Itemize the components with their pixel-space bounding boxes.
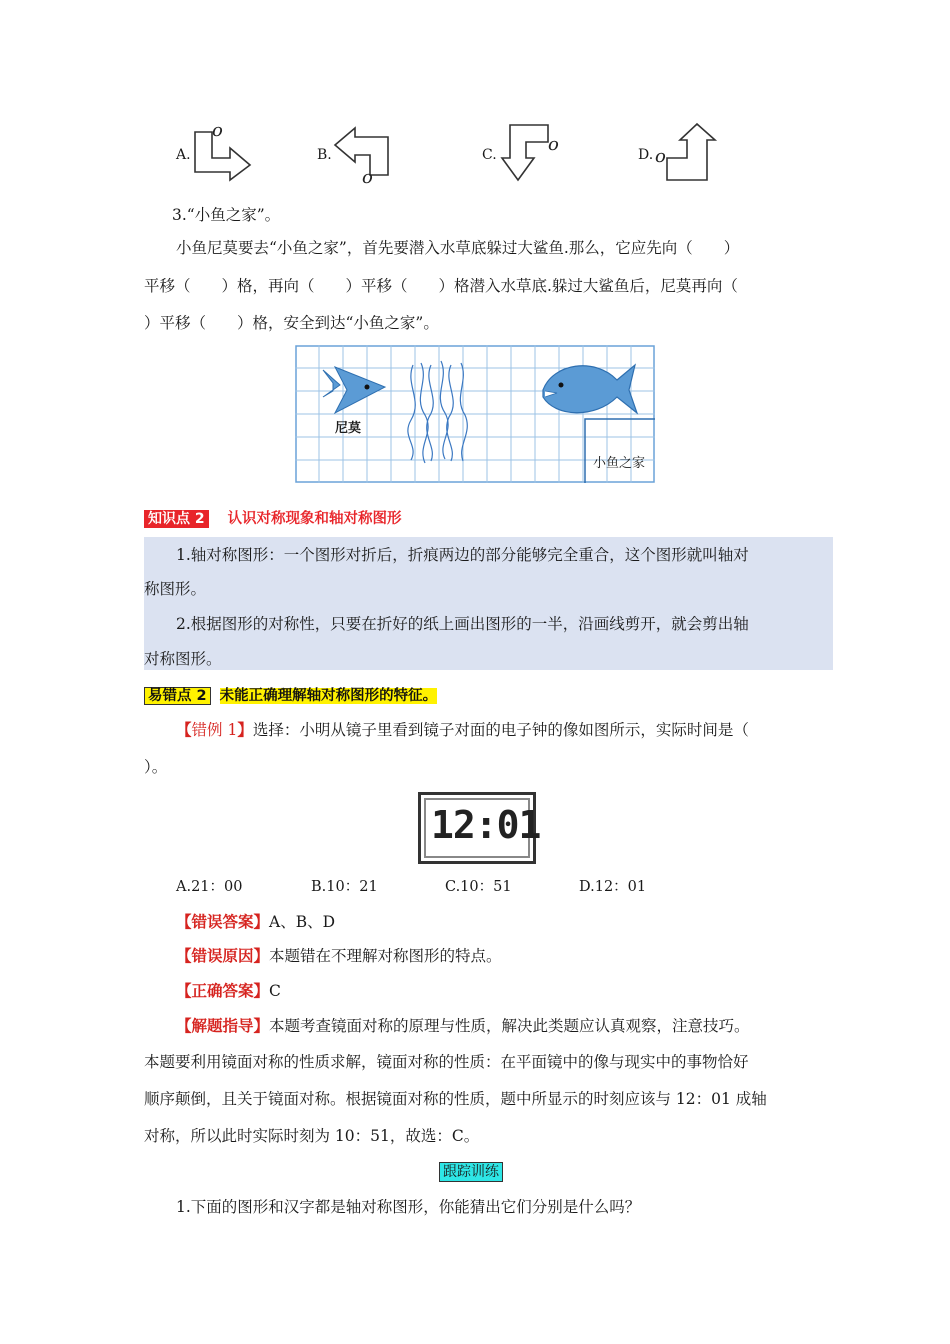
option-c-label: C. (482, 147, 497, 163)
svg-text:o: o (212, 120, 223, 141)
wrong-reason-label: 【错误原因】 (176, 946, 270, 965)
example-option-b: B.10：21 (311, 879, 378, 895)
example-option-d: D.12：01 (579, 879, 647, 895)
err2-title: 未能正确理解轴对称图形的特征。 (219, 688, 438, 704)
guide-line2: 本题要利用镜面对称的性质求解，镜面对称的性质：在平面镜中的像与现实中的事物恰好 (144, 1053, 749, 1071)
err2-tag: 易错点 2 (144, 687, 211, 705)
kp2-tag: 知识点 2 (144, 510, 209, 528)
guide-line1 (176, 1016, 750, 1036)
q3-title: 3.“小鱼之家”。 (172, 206, 281, 224)
nemo-label: 尼莫 (335, 421, 362, 436)
example-line2: ）。 (144, 758, 168, 776)
wrong-reason (176, 946, 502, 966)
example-bracket-open: 【 (176, 720, 192, 739)
kp2-p1a: 1.轴对称图形：一个图形对折后，折痕两边的部分能够完全重合，这个图形就叫轴对 (176, 546, 749, 564)
svg-text:o: o (362, 167, 373, 185)
option-d-shape (655, 120, 725, 185)
wrong-answer (176, 912, 335, 932)
correct-answer (176, 981, 281, 1001)
wrong-answer-value: A、B、D (269, 913, 336, 931)
example-text-a: 选择：小明从镜子里看到镜子对面的电子钟的像如图所示，实际时间是（ (252, 721, 749, 739)
guide-line3: 顺序颠倒，且关于镜面对称。根据镜面对称的性质，题中所显示的时刻应该与 12：01 成轴 (144, 1090, 767, 1108)
fish-grid-figure (295, 345, 655, 483)
kp2-p2a: 2.根据图形的对称性，只要在折好的纸上画出图形的一半，沿画线剪开，就会剪出轴 (176, 615, 749, 633)
guide-text-a: 本题考查镜面对称的原理与性质，解决此类题应认真观察，注意技巧。 (269, 1017, 750, 1035)
kp2-title: 认识对称现象和轴对称图形 (227, 511, 402, 527)
err2-heading (144, 684, 437, 705)
correct-answer-label: 【正确答案】 (176, 981, 270, 1000)
q3-line2: 平移（ ）格，再向（ ）平移（ ）格潜入水草底.躲过大鲨鱼后，尼莫再向（ (144, 277, 738, 295)
training-tag: 跟踪训练 (439, 1162, 503, 1182)
q3-line3: ）平移（ ）格，安全到达“小鱼之家”。 (144, 314, 439, 332)
example-label: 错例 1 (191, 721, 238, 739)
kp2-p1b: 称图形。 (144, 580, 207, 598)
mirror-clock (418, 792, 541, 864)
guide-label: 【解题指导】 (176, 1016, 270, 1035)
option-d-label: D. (638, 147, 654, 163)
training-q1: 1.下面的图形和汉字都是轴对称图形，你能猜出它们分别是什么吗？ (176, 1198, 641, 1216)
option-a-shape (190, 120, 260, 185)
training-tag-wrap (439, 1161, 503, 1181)
clock-display: 12:01 (431, 803, 541, 847)
example-option-c: C.10：51 (445, 879, 512, 895)
svg-text:o: o (548, 134, 559, 155)
option-a-label: A. (176, 147, 191, 163)
wrong-reason-value: 本题错在不理解对称图形的特点。 (269, 947, 502, 965)
correct-answer-value: C (269, 982, 281, 1000)
kp2-p2b: 对称图形。 (144, 650, 222, 668)
q3-line1: 小鱼尼莫要去“小鱼之家”，首先要潜入水草底躲过大鲨鱼.那么，它应先向（ ） (176, 239, 740, 257)
guide-line4: 对称，所以此时实际时刻为 10：51，故选：C。 (144, 1127, 480, 1145)
option-b-label: B. (317, 147, 332, 163)
svg-text:o: o (655, 146, 666, 167)
option-c-shape (498, 120, 568, 185)
example-bracket-close: 】 (237, 720, 253, 739)
example-line1 (176, 720, 749, 740)
option-b-shape (330, 120, 400, 185)
example-option-a: A.21：00 (176, 879, 243, 895)
wrong-answer-label: 【错误答案】 (176, 912, 270, 931)
home-label: 小鱼之家 (593, 456, 646, 471)
kp2-heading (144, 507, 402, 528)
